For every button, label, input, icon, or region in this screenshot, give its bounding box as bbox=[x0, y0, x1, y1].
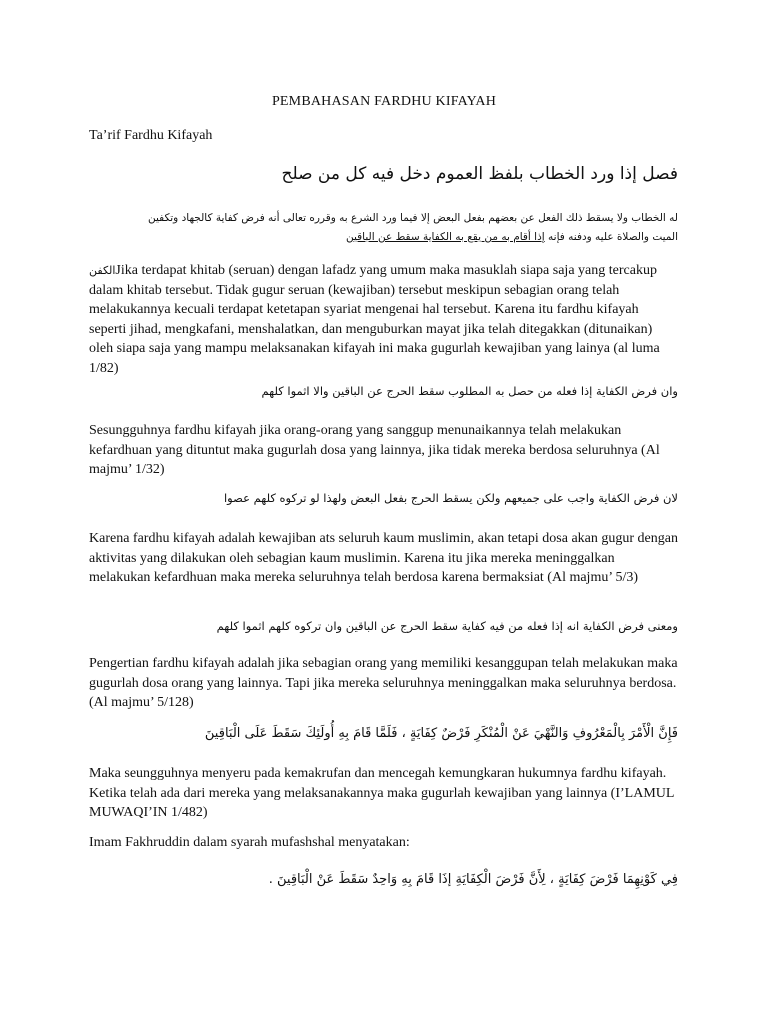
arabic-quote-amr-maruf: فَإِنَّ الْأَمْرَ بِالْمَعْرُوفِ وَالنَّهْيَ عَنْ الْمُنْكَرِ فَرْضٌ كِفَايَةٍ ، فَلَمَّا قَامَ بِهِ أُولَئِكَ سَقَطَ عَلَى الْبَاقِينَ bbox=[204, 726, 678, 741]
paragraph-majmu-5-128: Pengertian fardhu kifayah adalah jika sebagian orang yang memiliki kesanggupan telah melakukan maka gugurlah dosa orang yang lainnya. Tapi jika mereka seluruhnya meninggalkan maka seluruhnya berdosa. (Al majmu’ 5/128) bbox=[89, 656, 678, 711]
arabic-quote-majmu-5-128: ومعنى فرض الكفاية انه إذا فعله من فيه كفاية سقط الحرج عن الباقين وان تركوه كلهم اثموا كلهم bbox=[216, 619, 678, 633]
paragraph-khitab-text: Jika terdapat khitab (seruan) dengan lafadz yang umum maka masuklah siapa saja yang tercakup dalam khitab tersebut. Tidak gugur seruan (kewajiban) tersebut meskipun sebagian orang telah melakukannya kecuali terdapat ketetapan syariat mengenai hal tersebut. Karena itu fardhu kifayah seperti jihad, mengkafani, menshalatkan, dan menguburkan mayat jika telah ditegakkan (ditunaikan) oleh siapa saja yang mampu melaksanakan kifayah ini maka gugurlah kewajiban yang lainya (al luma 1/82) bbox=[89, 263, 660, 376]
paragraph-khitab bbox=[89, 261, 679, 379]
paragraph-majmu-1-32: Sesungguhnya fardhu kifayah jika orang-orang yang sanggup menunaikannya telah melakukan kefardhuan yang dituntut maka gugurlah dosa yang lainnya, jika tidak mereka berdosa seluruhnya (Al majmu’ 1/32) bbox=[89, 423, 660, 478]
arabic-quote-luma bbox=[78, 209, 678, 247]
paragraph-ilamul-muwaqiin: Maka seungguhnya menyeru pada kemakrufan dan mencegah kemungkaran hukumnya fardhu kifayah. Ketika telah ada dari mereka yang melaksanakannya maka gugurlah kewajiban yang lainnya (I’LAMUL MUWAQI’IN 1/482) bbox=[89, 766, 674, 821]
paragraph-imam-fakhruddin: Imam Fakhruddin dalam syarah mufashshal menyatakan: bbox=[89, 835, 410, 850]
arabic-quote-fakhruddin: فِي كَوْنِهِمَا فَرْضَ كِفَايَةٍ ، لِأَنَّ فَرْضَ الْكِفَايَةِ إذَا قَامَ بِهِ وَاحِدٌ سَقَطَ عَنْ الْبَاقِينَ . bbox=[268, 872, 678, 887]
arabic-quote-underlined: إذا أقام به من يقع به الكفاية سقط عن الباقين bbox=[345, 231, 545, 243]
arabic-quote-line-1: له الخطاب ولا يسقط ذلك الفعل عن بعضهم بفعل البعض إلا فيما ورد الشرع به وقرره تعالى أنه فرض كفاية كالجهاد وتكفين bbox=[147, 212, 678, 224]
document-title: PEMBAHASAN FARDHU KIFAYAH bbox=[271, 94, 497, 109]
section-subtitle: Ta’rif Fardhu Kifayah bbox=[89, 128, 213, 143]
arabic-quote-line-2 bbox=[78, 228, 678, 247]
arabic-quote-line-2-start: الميت والصلاة عليه ودفنه فإنه bbox=[544, 231, 678, 243]
paragraph-arabic-prefix: الكفن bbox=[89, 264, 116, 277]
arabic-quote-majmu-5-3: لان فرض الكفاية واجب على جميعهم ولكن يسقط الحرج بفعل البعض ولهذا لو تركوه كلهم عصوا bbox=[223, 491, 678, 505]
paragraph-majmu-5-3: Karena fardhu kifayah adalah kewajiban ats seluruh kaum muslimin, akan tetapi dosa akan gugur dengan aktivitas yang dilakukan oleh sebagian kaum muslimin. Karena itu jika mereka meninggalkan melakukan kefardhuan maka mereka seluruhnya telah berdosa karena bermaksiat (Al majmu’ 5/3) bbox=[89, 531, 678, 586]
arabic-quote-majmu-1: وان فرض الكفاية إذا فعله من حصل به المطلوب سقط الحرج عن الباقين والا اثموا كلهم bbox=[261, 384, 678, 398]
arabic-heading: فصل إذا ورد الخطاب بلفظ العموم دخل فيه كل من صلح bbox=[281, 164, 678, 184]
